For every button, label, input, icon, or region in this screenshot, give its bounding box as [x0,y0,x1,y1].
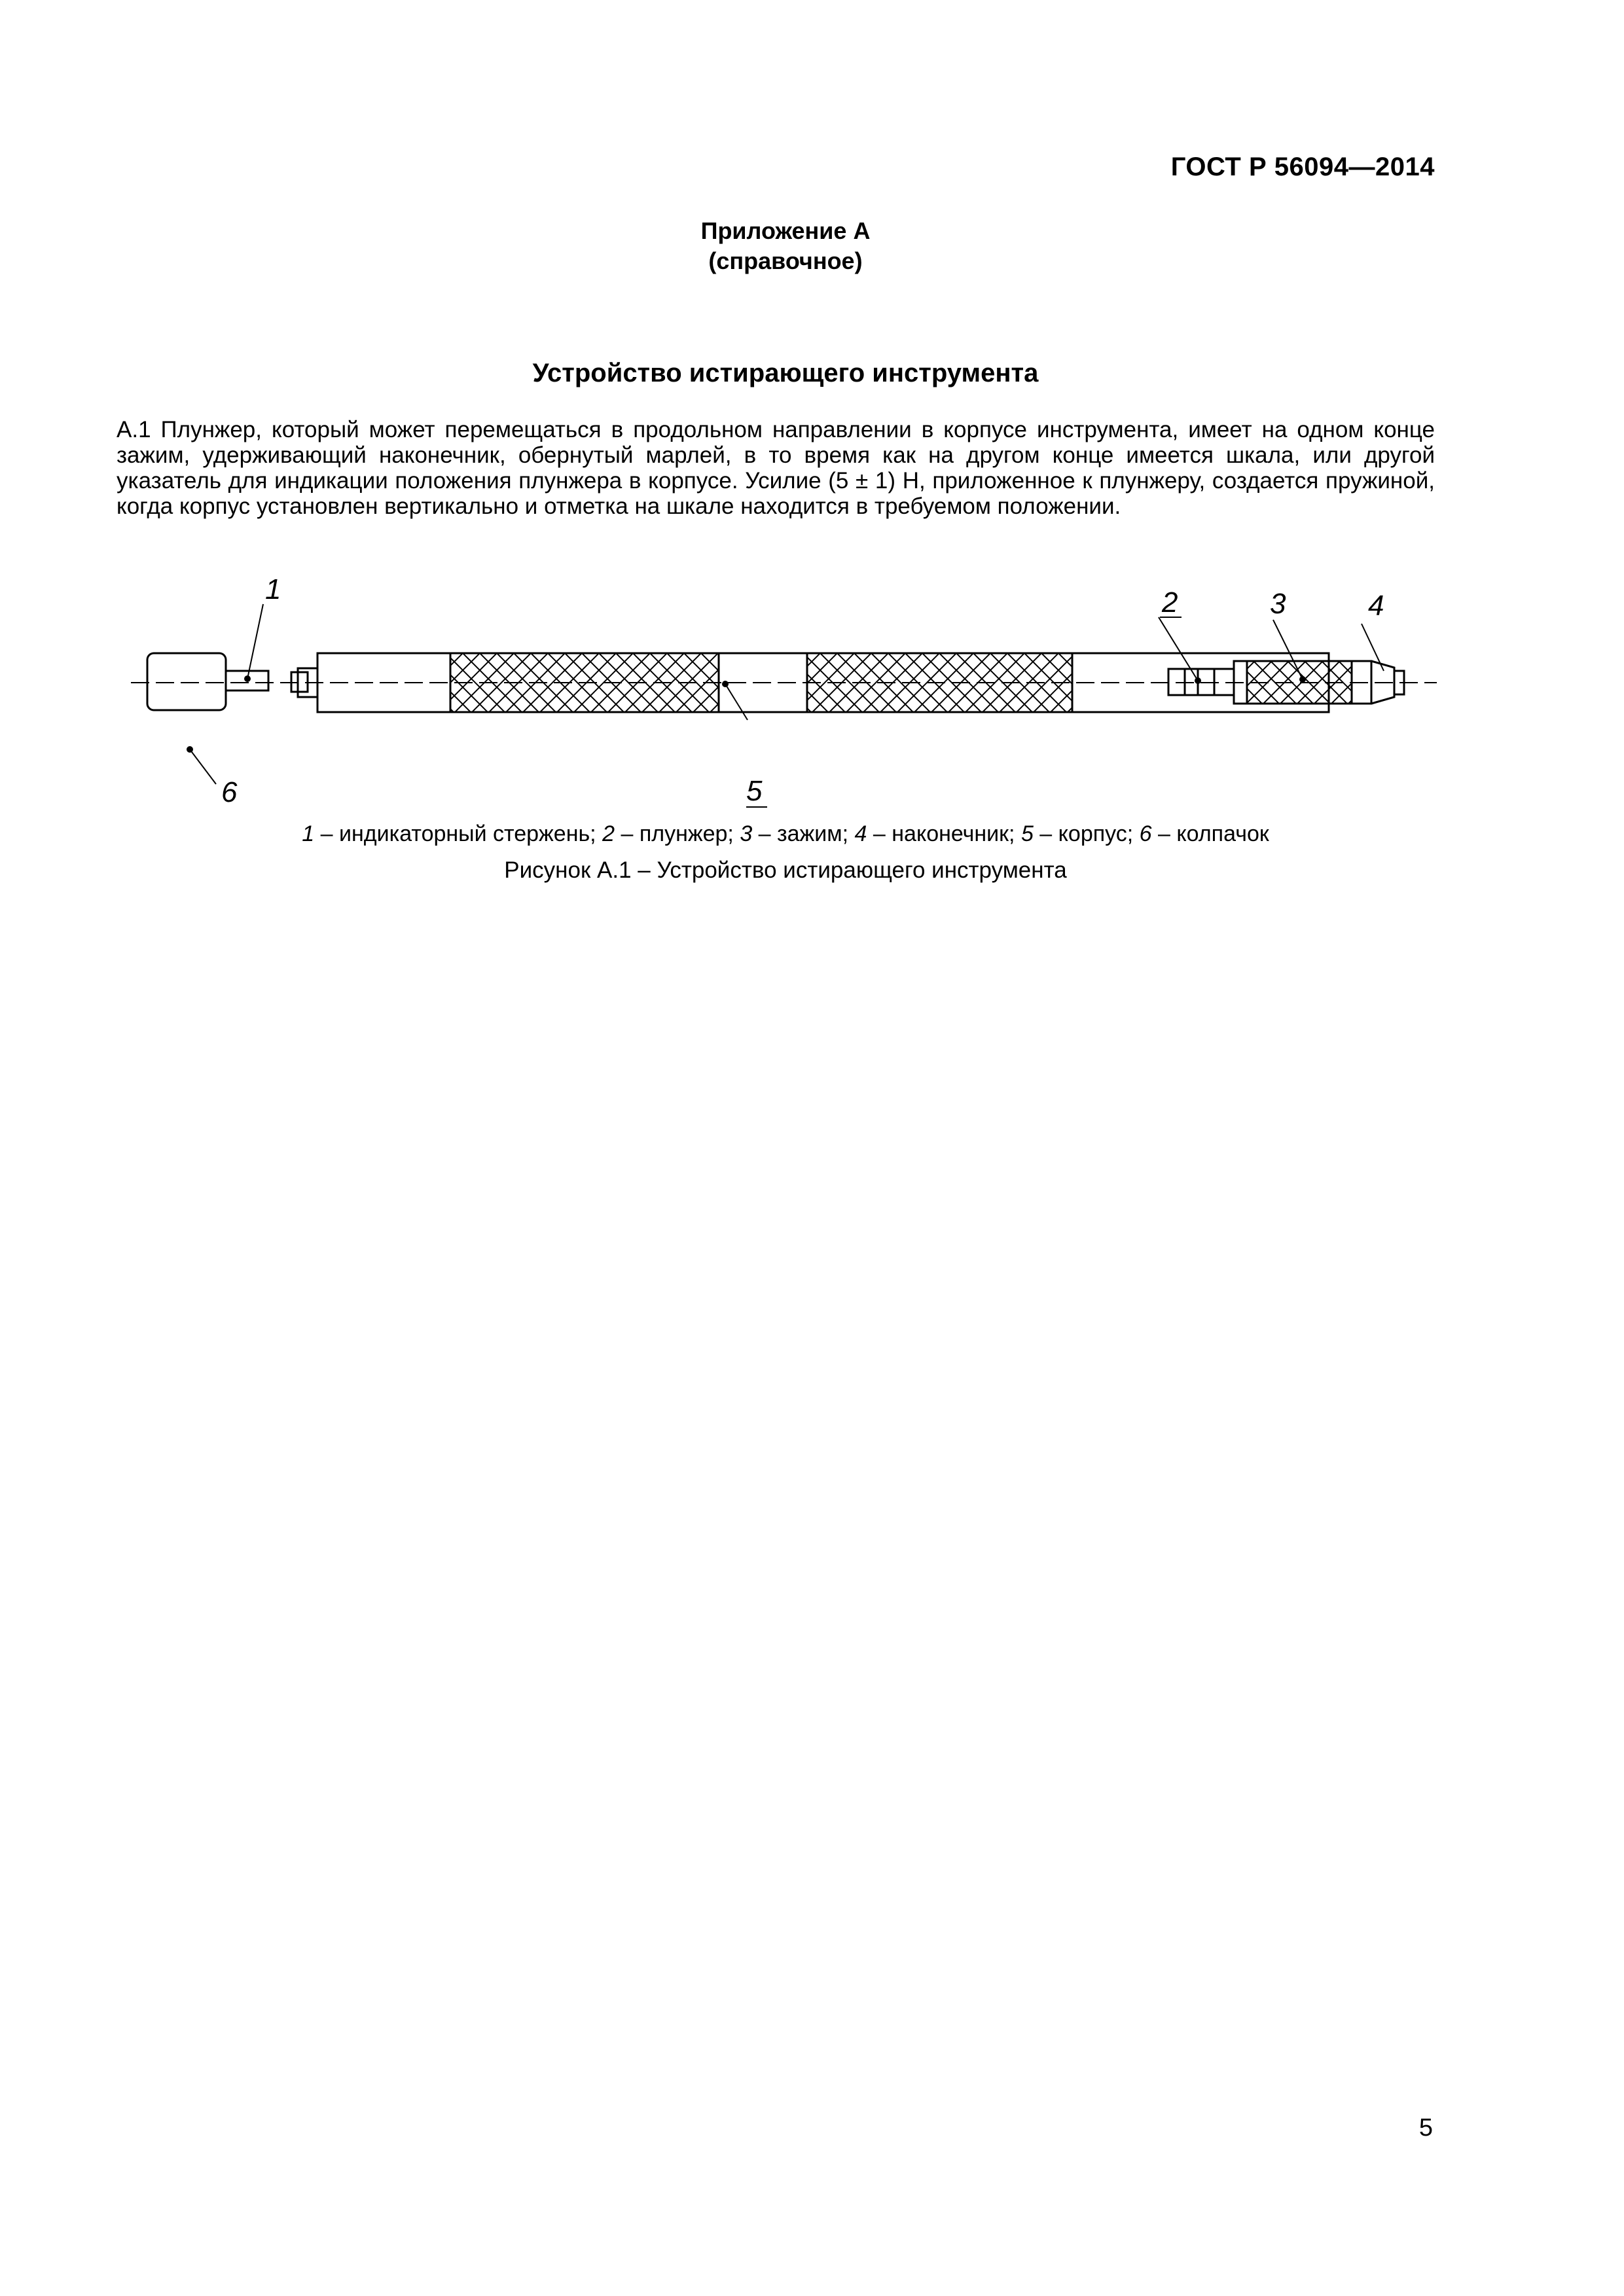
legend-text-3: – зажим; [752,821,855,846]
cap-part [147,653,226,710]
appendix-title: Приложение А [700,217,871,244]
legend-text-2: – плунжер; [615,821,740,846]
instrument-drawing [131,560,1440,821]
figure-legend [0,821,1571,847]
figure-caption: Рисунок А.1 – Устройство истирающего инструмента [504,857,1067,883]
page-number: 5 [1418,2114,1433,2142]
callout-3: 3 [1270,588,1286,620]
legend-text-6: – колпачок [1151,821,1269,846]
callout-4: 4 [1368,590,1384,622]
document-code: ГОСТ Р 56094—2014 [1170,152,1435,181]
legend-num-2: 2 [602,821,615,846]
legend-num-6: 6 [1139,821,1152,846]
legend-num-1: 1 [302,821,315,846]
legend-num-5: 5 [1020,821,1034,846]
legend-text-4: – наконечник; [867,821,1021,846]
legend-num-3: 3 [740,821,753,846]
paragraph-a1: А.1 Плунжер, который может перемещаться в продольном направлении в корпусе инструмента, имеет на одном конце зажим, удерживающий наконечник, обернутый марлей, в то время как на другом конце имеется шкала, или другой указатель для индикации положения плунжера в корпусе. Усилие (5 ± 1) Н, приложенное к плунжеру, создается пружиной, когда корпус установлен вертикально и отметка на шкале находится в требуемом положении. [117,417,1435,519]
callout-1: 1 [265,573,281,605]
appendix-heading [0,216,1571,276]
appendix-subtitle: (справочное) [708,247,863,274]
section-title: Устройство истирающего инструмента [532,359,1039,387]
callout-6: 6 [221,776,238,808]
callout-2: 2 [1162,586,1178,619]
figure-abrading-instrument [131,560,1440,821]
legend-num-4: 4 [854,821,867,846]
legend-text-1: – индикаторный стержень; [314,821,603,846]
legend-text-5: – корпус; [1033,821,1140,846]
callout-5: 5 [746,775,763,807]
